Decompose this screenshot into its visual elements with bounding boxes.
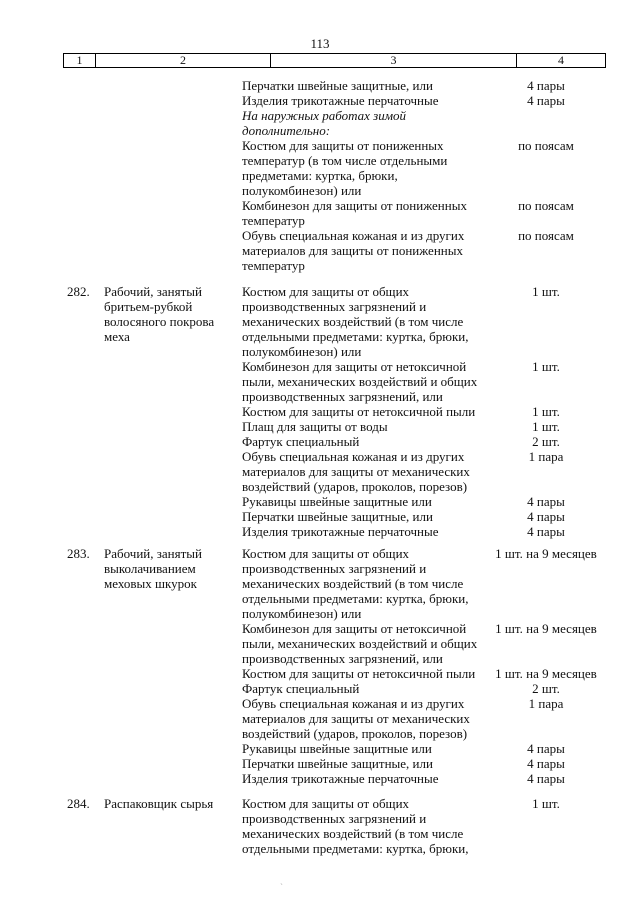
item-line: пыли, механических воздействий и общих — [242, 636, 478, 651]
norm-value: 1 шт. — [532, 796, 560, 811]
norm-value: 1 шт. — [532, 359, 560, 374]
item-line: механических воздействий (в том числе — [242, 826, 464, 841]
item-line: отдельными предметами: куртка, брюки, — [242, 329, 469, 344]
item-line: пыли, механических воздействий и общих — [242, 374, 478, 389]
item-line: материалов для защиты от механических — [242, 711, 470, 726]
entry-number: 284. — [67, 796, 90, 811]
norm-value: по поясам — [518, 198, 574, 213]
item-line: Фартук специальный — [242, 434, 360, 449]
item-line: температур — [242, 213, 305, 228]
item-line: производственных загрязнений, или — [242, 651, 443, 666]
header-col-3: 3 — [271, 54, 517, 67]
entry-number: 283. — [67, 546, 90, 561]
norm-value: 4 пары — [527, 78, 565, 93]
item-line: предметами: куртка, брюки, — [242, 168, 398, 183]
item-line: Костюм для защиты от общих — [242, 796, 410, 811]
item-line: температур (в том числе отдельными — [242, 153, 448, 168]
norm-value: 4 пары — [527, 494, 565, 509]
norm-value: по поясам — [518, 138, 574, 153]
item-line: материалов для защиты от механических — [242, 464, 470, 479]
norm-value: 1 шт. — [532, 419, 560, 434]
entry-number: 282. — [67, 284, 90, 299]
norm-value: 2 шт. — [532, 434, 560, 449]
item-line: Рукавицы швейные защитные или — [242, 741, 432, 756]
item-line: производственных загрязнений и — [242, 299, 427, 314]
item-line: Изделия трикотажные перчаточные — [242, 524, 439, 539]
item-line: Обувь специальная кожаная и из других — [242, 696, 465, 711]
item-line: На наружных работах зимой — [242, 108, 407, 123]
item-line: Комбинезон для защиты от нетоксичной — [242, 621, 467, 636]
header-col-1: 1 — [64, 54, 96, 67]
item-line: отдельными предметами: куртка, брюки, — [242, 841, 469, 856]
item-line: Костюм для защиты от общих — [242, 546, 410, 561]
item-line: Костюм для защиты от нетоксичной пыли — [242, 404, 476, 419]
item-line: производственных загрязнений и — [242, 561, 427, 576]
item-line: Обувь специальная кожаная и из других — [242, 228, 465, 243]
norm-value: по поясам — [518, 228, 574, 243]
norm-value: 1 шт. — [532, 284, 560, 299]
profession-name: бритьем-рубкой — [104, 299, 193, 314]
norm-value: 4 пары — [527, 524, 565, 539]
profession-name: меха — [104, 329, 130, 344]
norm-value: 4 пары — [527, 741, 565, 756]
profession-name: волосяного покрова — [104, 314, 215, 329]
table-header — [63, 53, 606, 68]
profession-name: Распаковщик сырья — [104, 796, 214, 811]
profession-name: выколачиванием — [104, 561, 196, 576]
item-line: Комбинезон для защиты от нетоксичной — [242, 359, 467, 374]
item-line: температур — [242, 258, 305, 273]
item-line: полукомбинезон) или — [242, 183, 362, 198]
norm-value: 1 шт. на 9 месяцев — [495, 621, 597, 636]
item-line: Костюм для защиты от пониженных — [242, 138, 444, 153]
item-line: воздействий (ударов, проколов, порезов) — [242, 726, 468, 741]
pen-mark: ˴ — [280, 878, 283, 888]
profession-name: Рабочий, занятый — [104, 284, 202, 299]
norm-value: 4 пары — [527, 509, 565, 524]
item-line: Изделия трикотажные перчаточные — [242, 93, 439, 108]
item-line: Изделия трикотажные перчаточные — [242, 771, 439, 786]
item-line: Фартук специальный — [242, 681, 360, 696]
norm-value: 1 пара — [528, 449, 564, 464]
norm-value: 2 шт. — [532, 681, 560, 696]
item-line: отдельными предметами: куртка, брюки, — [242, 591, 469, 606]
item-line: производственных загрязнений и — [242, 811, 427, 826]
norm-value: 4 пары — [527, 756, 565, 771]
item-line: Рукавицы швейные защитные или — [242, 494, 432, 509]
item-line: дополнительно: — [242, 123, 331, 138]
header-col-2: 2 — [96, 54, 271, 67]
profession-name: Рабочий, занятый — [104, 546, 202, 561]
norm-value: 1 пара — [528, 696, 564, 711]
item-line: производственных загрязнений, или — [242, 389, 443, 404]
item-line: полукомбинезон) или — [242, 606, 362, 621]
page-number: 113 — [310, 36, 330, 51]
item-line: Костюм для защиты от нетоксичной пыли — [242, 666, 476, 681]
norm-value: 1 шт. — [532, 404, 560, 419]
norm-value: 4 пары — [527, 93, 565, 108]
profession-name: меховых шкурок — [104, 576, 197, 591]
item-line: Перчатки швейные защитные, или — [242, 78, 433, 93]
item-line: Комбинезон для защиты от пониженных — [242, 198, 467, 213]
item-line: Плащ для защиты от воды — [242, 419, 388, 434]
item-line: Обувь специальная кожаная и из других — [242, 449, 465, 464]
item-line: воздействий (ударов, проколов, порезов) — [242, 479, 468, 494]
norm-value: 1 шт. на 9 месяцев — [495, 666, 597, 681]
header-col-4: 4 — [558, 53, 564, 67]
item-line: Перчатки швейные защитные, или — [242, 756, 433, 771]
item-line: механических воздействий (в том числе — [242, 576, 464, 591]
item-line: Костюм для защиты от общих — [242, 284, 410, 299]
item-line: полукомбинезон) или — [242, 344, 362, 359]
item-line: механических воздействий (в том числе — [242, 314, 464, 329]
norm-value: 4 пары — [527, 771, 565, 786]
norm-value: 1 шт. на 9 месяцев — [495, 546, 597, 561]
item-line: материалов для защиты от пониженных — [242, 243, 463, 258]
item-line: Перчатки швейные защитные, или — [242, 509, 433, 524]
